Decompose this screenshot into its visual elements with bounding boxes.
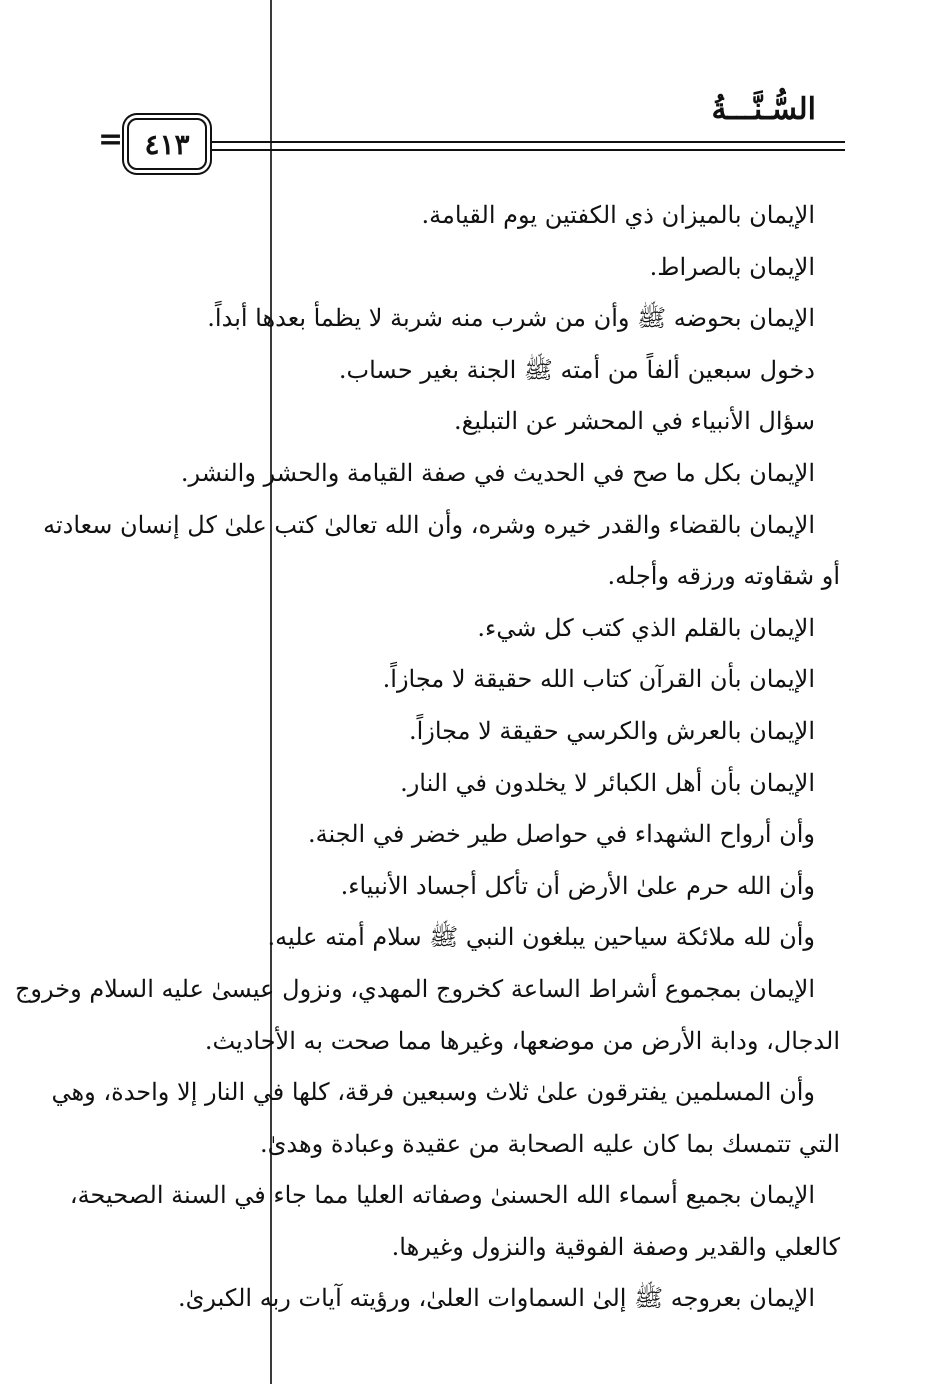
text-line: الإيمان بالقضاء والقدر خيره وشره، وأن الله تعالىٰ كتب علىٰ كل إنسان سعادته: [43, 510, 815, 539]
page-number-box: [127, 118, 207, 170]
text-line: الإيمان بمجموع أشراط الساعة كخروج المهدي، ونزول عيسىٰ عليه السلام وخروج: [14, 974, 815, 1003]
text-line: كالعلي والقدير وصفة الفوقية والنزول وغيرها.: [391, 1232, 840, 1261]
running-header-title: السُّـنَّـــةُ: [711, 92, 816, 127]
page-body: [14, 190, 840, 1325]
text-line: الإيمان بجميع أسماء الله الحسنىٰ وصفاته العليا مما جاء في السنة الصحيحة،: [69, 1181, 815, 1210]
text-line: الإيمان بحوضه ﷺ وأن من شرب منه شربة لا يظمأ بعدها أبداً.: [207, 304, 815, 333]
text-line: الإيمان بعروجه ﷺ إلىٰ السماوات العلىٰ، ورؤيته آيات ربه الكبرىٰ.: [177, 1284, 815, 1313]
text-line: الإيمان بالعرش والكرسي حقيقة لا مجازاً.: [408, 716, 815, 745]
text-line: وأن لله ملائكة سياحين يبلغون النبي ﷺ سلام أمته عليه.: [267, 923, 815, 952]
text-line: دخول سبعين ألفاً من أمته ﷺ الجنة بغير حساب.: [338, 355, 815, 384]
text-line: الدجال، ودابة الأرض من موضعها، وغيرها مما صحت به الأحاديث.: [204, 1026, 840, 1055]
text-line: الإيمان بالميزان ذي الكفتين يوم القيامة.: [421, 201, 815, 229]
text-line: وأن أرواح الشهداء في حواصل طير خضر في الجنة.: [307, 820, 815, 849]
text-line: الإيمان بالصراط.: [649, 252, 815, 281]
text-line: الإيمان بأن أهل الكبائر لا يخلدون في النار.: [400, 768, 815, 797]
page-number: ٤١٣: [144, 127, 190, 161]
text-line: وأن المسلمين يفترقون علىٰ ثلاث وسبعين فرقة، كلها في النار إلا واحدة، وهي: [51, 1078, 815, 1107]
text-line: الإيمان بالقلم الذي كتب كل شيء.: [477, 613, 815, 642]
text-line: الإيمان بأن القرآن كتاب الله حقيقة لا مجازاً.: [382, 665, 815, 694]
text-line: الإيمان بكل ما صح في الحديث في صفة القيامة والحشر والنشر.: [180, 458, 815, 487]
text-line: التي تتمسك بما كان عليه الصحابة من عقيدة وعبادة وهدىٰ.: [259, 1129, 840, 1158]
header-rule-cap: =: [98, 122, 124, 157]
header-rule-top: [212, 141, 845, 143]
text-line: سؤال الأنبياء في المحشر عن التبليغ.: [454, 407, 815, 436]
header-rule-bottom: [212, 149, 845, 151]
text-line: وأن الله حرم علىٰ الأرض أن تأكل أجساد الأنبياء.: [340, 871, 815, 900]
text-line: أو شقاوته ورزقه وأجله.: [607, 562, 840, 591]
